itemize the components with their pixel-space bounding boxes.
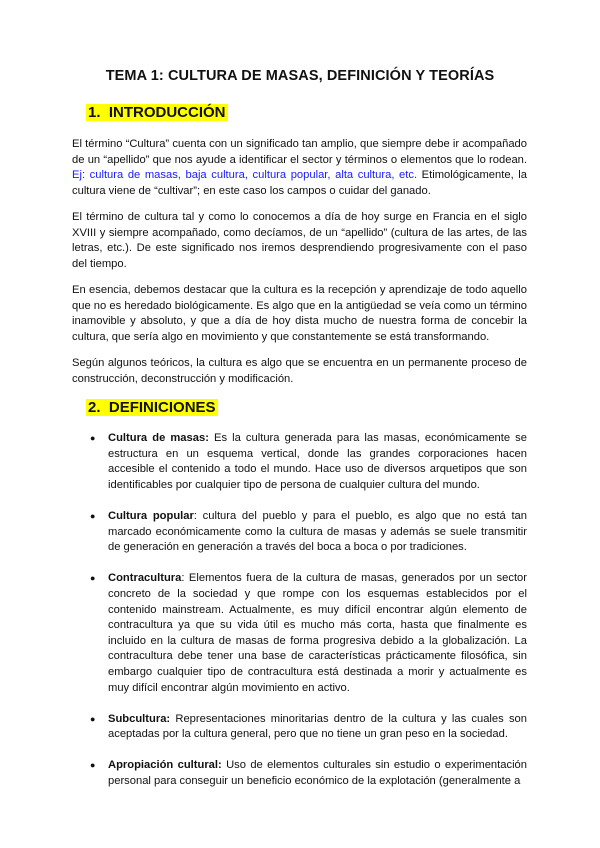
- section-heading-highlight: [86, 104, 228, 121]
- section-label: DEFINICIONES: [108, 399, 216, 416]
- bullet-icon: ●: [90, 573, 96, 584]
- definition-item: [72, 431, 527, 493]
- bullet-icon: ●: [90, 760, 96, 771]
- definition-text: Es la cultura generada para las masas, económicamente se estructura en un esquema vertical, donde las grandes corporaciones hacen accesible el contenido a todo el mundo. Hace uso de diversos arquetipos que son identificables por cualquier tipo de persona de cualquier cultura del mundo.: [108, 432, 528, 491]
- intro-paragraph-1: [72, 137, 527, 199]
- definition-term: Cultura popular: [108, 509, 194, 522]
- bullet-icon: ●: [90, 713, 96, 724]
- section-heading-introduccion: [86, 104, 228, 121]
- definition-term: Subcultura:: [108, 712, 171, 725]
- bullet-icon: ●: [90, 433, 96, 443]
- intro-paragraph-4: Según algunos teóricos, la cultura es algo que se encuentra en un permanente proceso de construcción, deconstrucción y modificación.: [72, 357, 527, 385]
- section-label: INTRODUCCIÓN: [108, 104, 226, 121]
- definition-text: Uso de elementos culturales sin estudio o experimentación personal para conseguir un beneficio económico de la explotación (generalmente a: [108, 759, 527, 788]
- section-number: 2.: [88, 399, 101, 416]
- definition-item: [72, 571, 527, 696]
- intro-p1-text-b: Etimológicamente, la cultura viene de “cultivar”; en este caso los campos o cuidar del ganado.: [72, 169, 527, 197]
- definition-item: [72, 712, 527, 743]
- intro-paragraph-3: En esencia, debemos destacar que la cultura es la recepción y aprendizaje de todo aquello que no es heredado biológicamente. Es algo que en la antigüedad se veía como un término inamovible y absoluto, y que a día de hoy dista mucho de nuestra forma de concebir la cultura, que sería algo en movimiento y que constantemente se está transformando.: [72, 284, 527, 343]
- definition-item: [72, 509, 527, 556]
- definitions-list: [72, 431, 527, 805]
- definition-term: Contracultura: [108, 572, 182, 585]
- definition-text: : Elementos fuera de la cultura de masas, generados por un sector concreto de la sociedad y que rompe con los esquemas establecidos por el contenido mainstream. Actualmente, es muy difícil encontrar algún elemento de contracultura ya que su vida útil es mucho más corta, hasta que finalmente es incluido en la cultura de masas de forma progresiva debido a la globalización. La contracultura debe tener una base de características prácticamente filosófica, sin embargo cualquier tipo de contracultura está destinada a morir y actualmente es muy difícil encontrar algún movimiento en activo.: [108, 572, 527, 694]
- definition-term: Apropiación cultural:: [108, 759, 222, 772]
- section-heading-definiciones: [86, 399, 218, 416]
- definition-text: Representaciones minoritarias dentro de la cultura y las cuales son aceptadas por la cultura general, pero que no tiene un gran peso en la sociedad.: [108, 712, 527, 741]
- intro-p1-example: Ej: cultura de masas, baja cultura, cultura popular, alta cultura, etc.: [72, 169, 418, 182]
- bullet-icon: ●: [90, 510, 96, 521]
- intro-p1-text-a: El término “Cultura” cuenta con un significado tan amplio, que siempre debe ir acompañado de un “apellido” que nos ayude a identificar el sector y términos o elementos que lo rodean.: [72, 138, 527, 166]
- document-title: TEMA 1: CULTURA DE MASAS, DEFINICIÓN Y TEORÍAS: [105, 68, 495, 84]
- definition-text: : cultura del pueblo y para el pueblo, es algo que no está tan marcado económicamente como la cultura de masas y además se suele transmitir de generación en generación a través del boca a boca o por tradiciones.: [108, 509, 527, 554]
- definition-item: [72, 758, 527, 789]
- definition-term: Cultura de masas:: [108, 432, 209, 444]
- intro-paragraph-2: El término de cultura tal y como lo conocemos a día de hoy surge en Francia en el siglo XVIII y siempre acompañado, como decíamos, de un “apellido” (cultura de las artes, de las letras, etc.). De este significado nos iremos desprendiendo progresivamente con el paso del tiempo.: [72, 211, 527, 270]
- section-heading-highlight: [86, 399, 218, 416]
- section-number: 1.: [88, 104, 101, 121]
